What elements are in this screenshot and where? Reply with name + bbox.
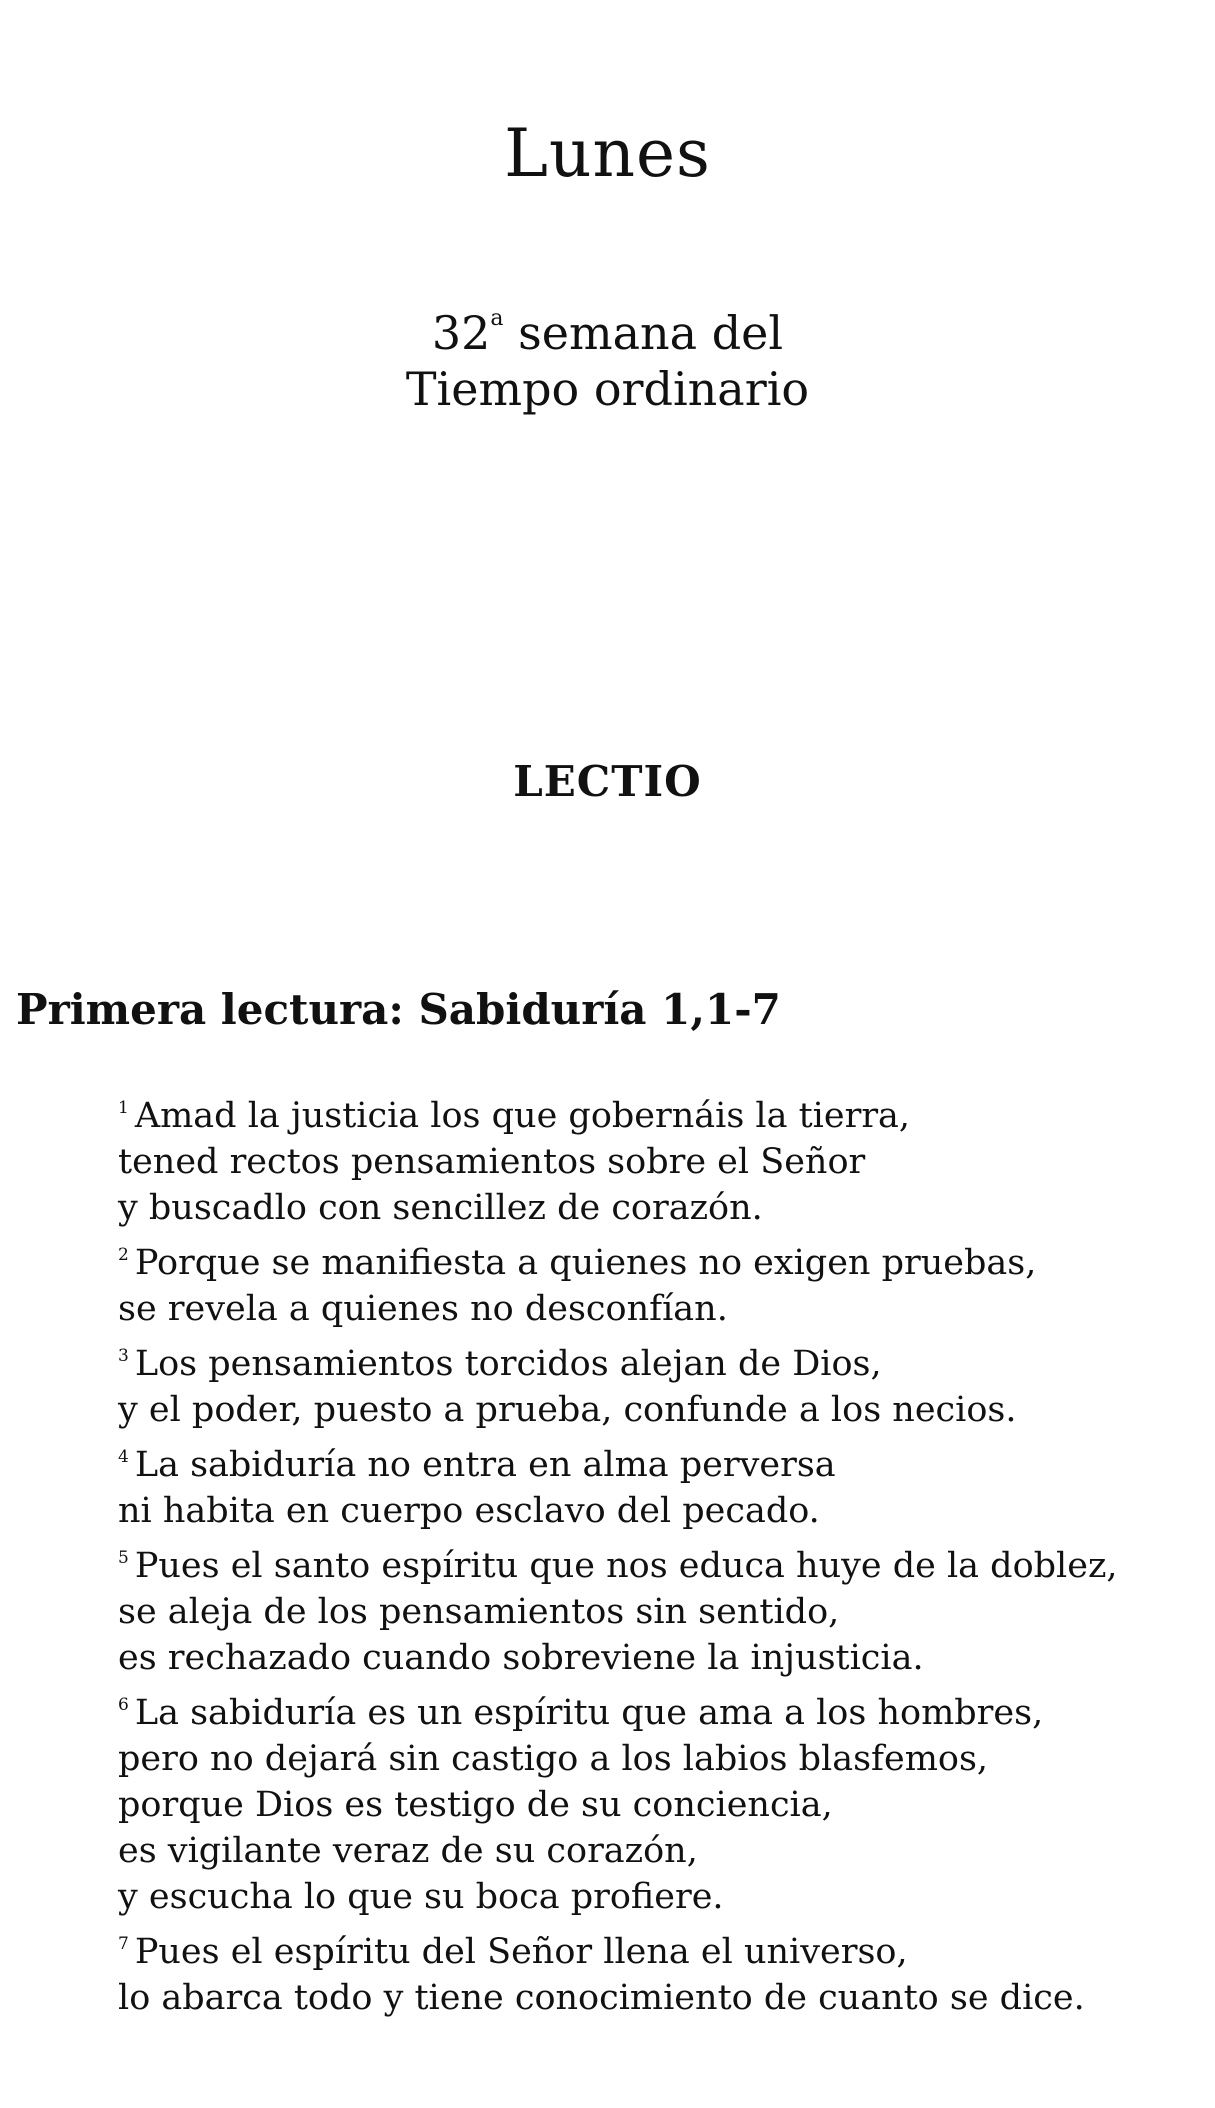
verse-line: [118, 1387, 1198, 1433]
verse-line: [118, 1975, 1198, 2021]
week-text: semana del: [518, 306, 784, 360]
verse-text: lo abarca todo y tiene conocimiento de cuanto se dice.: [118, 1978, 1085, 2018]
verse-5: [118, 1543, 1198, 1681]
verse-line: [118, 1874, 1198, 1920]
season-line: Tiempo ordinario: [405, 362, 810, 416]
verse-line: [118, 1929, 1198, 1975]
verse-line: [118, 1093, 1198, 1139]
verse-line: [118, 1341, 1198, 1387]
verse-line: [118, 1139, 1198, 1185]
verse-number: 2: [118, 1245, 129, 1265]
verse-text: Amad la justicia los que gobernáis la tierra,: [134, 1096, 911, 1136]
verse-line: [118, 1488, 1198, 1534]
week-subtitle: [0, 305, 1215, 417]
verse-number: 5: [118, 1548, 129, 1568]
verse-4: [118, 1442, 1198, 1534]
verse-line: [118, 1635, 1198, 1681]
verse-line: [118, 1543, 1198, 1589]
verse-text: se aleja de los pensamientos sin sentido,: [118, 1592, 840, 1632]
verse-6: [118, 1690, 1198, 1920]
week-line: [0, 305, 1215, 361]
week-ordinal-suffix: a: [490, 306, 504, 331]
verse-text: pero no dejará sin castigo a los labios blasfemos,: [118, 1739, 989, 1779]
verse-text: La sabiduría no entra en alma perversa: [134, 1445, 836, 1485]
verse-3: [118, 1341, 1198, 1433]
verse-line: [118, 1690, 1198, 1736]
verse-1: [118, 1093, 1198, 1231]
verse-2: [118, 1240, 1198, 1332]
reading-heading: Primera lectura: Sabiduría 1,1-7: [16, 985, 781, 1034]
verse-text: ni habita en cuerpo esclavo del pecado.: [118, 1491, 820, 1531]
verse-text: es rechazado cuando sobreviene la injusticia.: [118, 1638, 924, 1678]
verse-line: [118, 1240, 1198, 1286]
verse-line: [118, 1828, 1198, 1874]
verse-7: [118, 1929, 1198, 2021]
verse-line: [118, 1185, 1198, 1231]
verse-list: [118, 1093, 1198, 2030]
verse-line: [118, 1736, 1198, 1782]
verse-line: [118, 1286, 1198, 1332]
verse-line: [118, 1442, 1198, 1488]
verse-text: es vigilante veraz de su corazón,: [118, 1831, 698, 1871]
verse-number: 1: [118, 1098, 129, 1118]
verse-number: 3: [118, 1346, 129, 1366]
verse-number: 6: [118, 1695, 129, 1715]
verse-number: 4: [118, 1447, 129, 1467]
verse-text: Pues el santo espíritu que nos educa huye de la doblez,: [134, 1546, 1118, 1586]
verse-text: Pues el espíritu del Señor llena el universo,: [134, 1932, 908, 1972]
verse-text: tened rectos pensamientos sobre el Señor: [118, 1142, 866, 1182]
verse-line: [118, 1589, 1198, 1635]
week-number: 32: [431, 306, 491, 360]
page-title: Lunes: [504, 115, 711, 192]
verse-text: se revela a quienes no desconfían.: [118, 1289, 728, 1329]
verse-line: [118, 1782, 1198, 1828]
verse-text: porque Dios es testigo de su conciencia,: [118, 1785, 833, 1825]
verse-text: Los pensamientos torcidos alejan de Dios,: [134, 1344, 882, 1384]
verse-text: La sabiduría es un espíritu que ama a los hombres,: [134, 1693, 1044, 1733]
section-label: LECTIO: [513, 757, 702, 806]
verse-number: 7: [118, 1934, 129, 1954]
verse-text: y escucha lo que su boca profiere.: [118, 1877, 724, 1917]
verse-text: y el poder, puesto a prueba, confunde a los necios.: [118, 1390, 1017, 1430]
verse-text: y buscadlo con sencillez de corazón.: [118, 1188, 763, 1228]
verse-text: Porque se manifiesta a quienes no exigen pruebas,: [134, 1243, 1037, 1283]
